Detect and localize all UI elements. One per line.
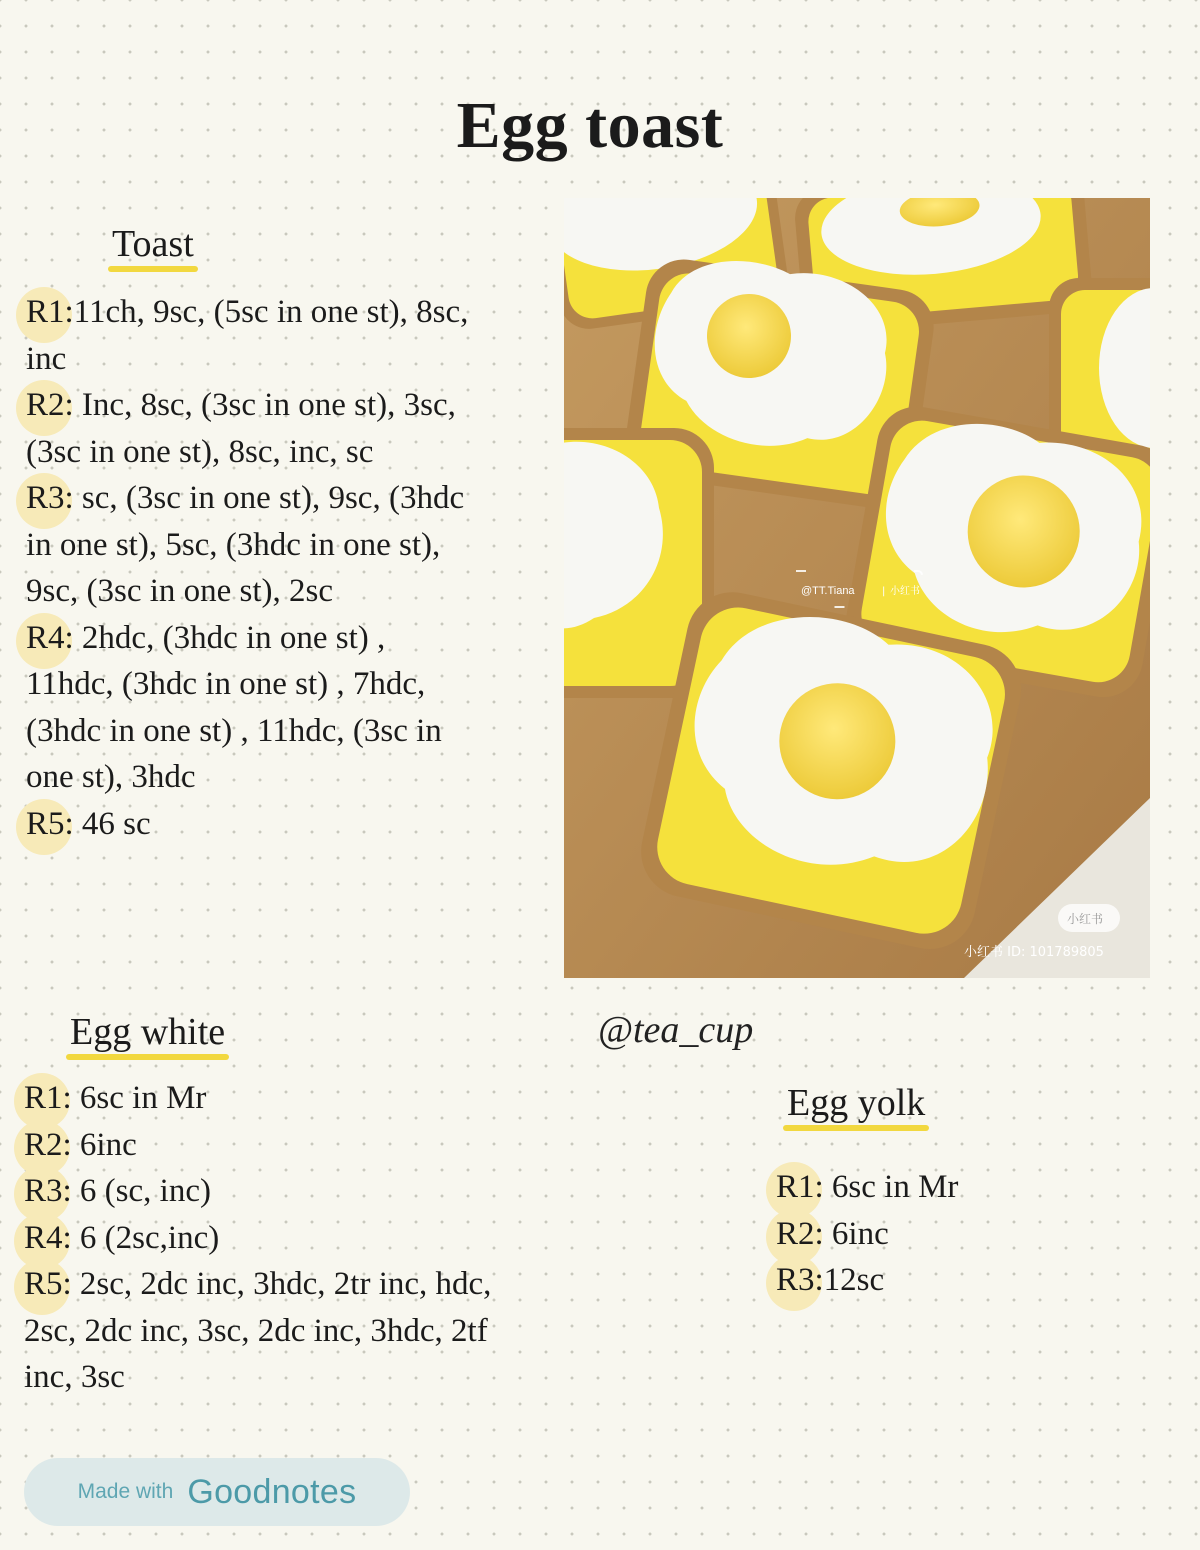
egg-toast-photo [564, 198, 1150, 978]
egg-yolk-instructions [776, 1164, 958, 1304]
instruction-text: : 2sc, 2dc inc, 3hdc, 2tr inc, hdc, [62, 1266, 492, 1302]
instruction-text: : Inc, 8sc, (3sc in one st), 3sc, [64, 387, 456, 423]
watermark-corner-logo: 小红书 [1067, 912, 1104, 926]
instruction-text: 11hdc, (3hdc in one st) , 7hdc, [26, 666, 426, 702]
egg-white-heading-text: Egg white [70, 1011, 226, 1053]
instruction-text: one st), 3hdc [26, 759, 196, 795]
round-label: R2 [24, 1122, 63, 1169]
round-label: R3 [776, 1257, 815, 1304]
round-label: R3 [26, 475, 65, 522]
round-label: R2 [26, 382, 65, 429]
instruction-text: : 46 sc [64, 805, 151, 842]
instruction-line [26, 475, 468, 522]
instruction-text: : 6 (2sc,inc) [62, 1219, 220, 1256]
instruction-text: :12sc [814, 1262, 885, 1298]
toast-heading [112, 222, 194, 266]
egg-yolk-heading-underline [783, 1125, 929, 1131]
instruction-text: (3sc in one st), 8sc, inc, sc [26, 433, 374, 470]
instruction-text: : 6sc in Mr [814, 1169, 959, 1205]
instruction-text: : 6sc in Mr [62, 1080, 207, 1116]
instruction-line [24, 1261, 491, 1308]
page-title: Egg toast [456, 89, 724, 162]
round-label: R1 [26, 289, 65, 336]
round-label: R4 [26, 615, 65, 662]
instruction-line [26, 615, 468, 662]
instruction-text: (3hdc in one st) , 11hdc, (3sc in [26, 712, 442, 749]
made-with-label: Made with [77, 1480, 174, 1503]
instruction-line [26, 801, 468, 848]
round-label: R5 [24, 1261, 63, 1308]
round-label: R3 [24, 1168, 63, 1215]
watermark-center-logo: 小红书 [890, 586, 920, 597]
egg-white-heading-underline [66, 1054, 229, 1060]
goodnotes-badge[interactable] [24, 1458, 410, 1526]
instruction-line [24, 1122, 491, 1169]
instruction-line [24, 1308, 491, 1355]
author-handle: @tea_cup [598, 1009, 754, 1051]
instruction-line [24, 1354, 491, 1401]
instruction-line [26, 568, 468, 615]
watermark-corner-id: 小红书 ID: 101789805 [964, 945, 1104, 960]
instruction-line [26, 754, 468, 801]
instruction-text: 9sc, (3sc in one st), 2sc [26, 573, 334, 609]
round-label: R1 [24, 1075, 63, 1122]
round-label: R5 [26, 801, 65, 848]
instruction-line [24, 1215, 491, 1262]
instruction-text: : 6inc [814, 1215, 889, 1252]
round-label: R2 [776, 1211, 815, 1258]
instruction-line [776, 1164, 958, 1211]
instruction-line [26, 429, 468, 476]
instruction-text: inc, 3sc [24, 1359, 125, 1395]
toast-heading-underline [108, 266, 198, 272]
egg-yolk-heading-text: Egg yolk [787, 1082, 926, 1124]
egg-yolk-heading [787, 1081, 925, 1125]
instruction-line [776, 1211, 958, 1258]
instruction-line [26, 661, 468, 708]
goodnotes-logo: Goodnotes [187, 1472, 357, 1511]
svg-text:|: | [882, 586, 886, 597]
instruction-text: : 6 (sc, inc) [62, 1173, 211, 1209]
instruction-text: : 6inc [62, 1126, 137, 1163]
instruction-line [26, 289, 468, 336]
egg-white-heading [70, 1010, 225, 1054]
instruction-text: 2sc, 2dc inc, 3sc, 2dc inc, 3hdc, 2tf [24, 1312, 488, 1349]
instruction-line [24, 1075, 491, 1122]
instruction-line [776, 1257, 958, 1304]
instruction-text: inc [26, 340, 67, 377]
toast-heading-text: Toast [112, 223, 194, 265]
instruction-line [26, 522, 468, 569]
instruction-text: :11ch, 9sc, (5sc in one st), 8sc, [64, 294, 469, 330]
instruction-text: : sc, (3sc in one st), 9sc, (3hdc [64, 480, 465, 516]
egg-white-instructions [24, 1075, 491, 1401]
instruction-line [26, 336, 468, 383]
instruction-line [26, 708, 468, 755]
round-label: R1 [776, 1164, 815, 1211]
toast-instructions [26, 289, 468, 847]
round-label: R4 [24, 1215, 63, 1262]
instruction-text: : 2hdc, (3hdc in one st) , [64, 619, 386, 656]
instruction-line [26, 382, 468, 429]
watermark-center-text: @TT.Tiana [801, 585, 855, 597]
instruction-line [24, 1168, 491, 1215]
instruction-text: in one st), 5sc, (3hdc in one st), [26, 526, 441, 563]
